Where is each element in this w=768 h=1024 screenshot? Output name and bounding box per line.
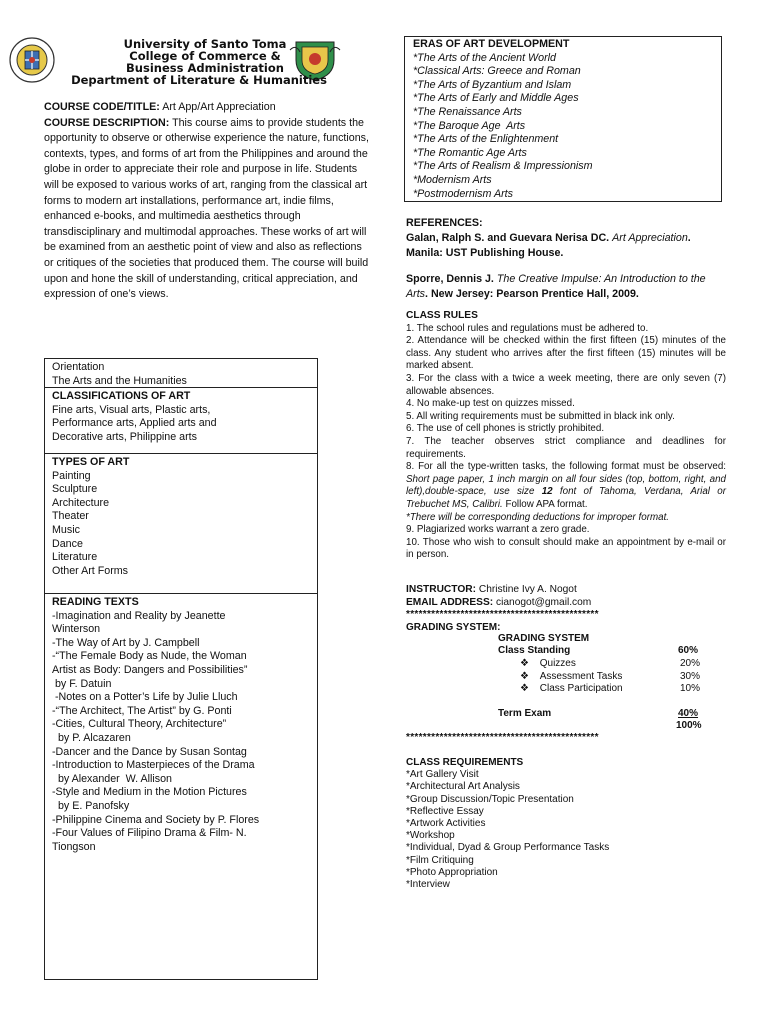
list-item: *Modernism Arts — [413, 173, 492, 186]
list-item: *The Arts of Byzantium and Islam — [413, 78, 572, 91]
grading-item: ❖ Quizzes — [520, 658, 576, 669]
grading-item: ❖ Class Participation — [520, 683, 623, 694]
list-item: Decorative arts, Philippine arts — [52, 430, 197, 443]
course-code-value: Art App/Art Appreciation — [162, 101, 276, 113]
list-item: *The Baroque Age Arts — [413, 119, 526, 132]
list-item: Painting — [52, 469, 91, 482]
diamond-bullet-icon: ❖ — [520, 658, 529, 669]
course-code-line — [44, 100, 370, 116]
list-item: *Postmodernism Arts — [413, 187, 513, 200]
list-item: *The Renaissance Arts — [413, 105, 522, 118]
class-rules-section — [406, 310, 726, 562]
list-item: -Dancer and the Dance by Susan Sontag — [52, 745, 247, 758]
section-title: TYPES OF ART — [52, 456, 130, 468]
class-rules-title: CLASS RULES — [406, 310, 478, 321]
class-requirements-section — [406, 757, 726, 891]
star-divider: ********************************************** — [406, 732, 599, 743]
section-title: Orientation — [52, 361, 105, 373]
instructor-line: INSTRUCTOR: Christine Ivy A. Nogot — [406, 584, 577, 595]
list-item: *Workshop — [406, 830, 455, 842]
section-title: READING TEXTS — [52, 596, 139, 608]
list-item: *Film Critiquing — [406, 854, 474, 866]
section-types — [45, 453, 317, 594]
rule-note: *There will be corresponding deductions for improper format. — [406, 511, 670, 523]
course-code-label: COURSE CODE/TITLE: — [44, 101, 160, 113]
section-readings — [45, 593, 317, 978]
eras-box — [404, 36, 722, 202]
list-item: by F. Datuin — [52, 677, 112, 690]
diamond-bullet-icon: ❖ — [520, 683, 529, 694]
list-item: Performance arts, Applied arts and — [52, 417, 217, 430]
list-item: Artist as Body: Dangers and Possibilities” — [52, 663, 248, 676]
instructor-section — [406, 584, 726, 621]
rule-item: 9. Plagiarized works warrant a zero grade. — [406, 524, 590, 536]
list-item: -Imagination and Reality by Jeanette — [52, 609, 226, 622]
reference-entry: Galan, Ralph S. and Guevara Nerisa DC. Art Appreciation. Manila: UST Publishing House. — [406, 232, 691, 259]
list-item: -Philippine Cinema and Society by P. Flores — [52, 813, 260, 826]
email-line: EMAIL ADDRESS: cianogot@gmail.com — [406, 596, 592, 608]
list-item: Sculpture — [52, 483, 98, 496]
term-exam-value: 40% — [678, 708, 699, 719]
course-desc-label: COURSE DESCRIPTION: — [44, 116, 170, 129]
university-name: University of Santo Toma — [123, 37, 287, 51]
list-item: Literature — [52, 551, 98, 564]
rule-item: 6. The use of cell phones is strictly prohibited. — [406, 423, 605, 435]
list-item: Fine arts, Visual arts, Plastic arts, — [52, 403, 211, 416]
list-item: Architecture — [52, 496, 110, 509]
list-item: *Reflective Essay — [406, 805, 484, 817]
grading-title: GRADING SYSTEM — [498, 633, 590, 644]
rule-item: 4. No make-up test on quizzes missed. — [406, 398, 575, 410]
list-item: *Interview — [406, 879, 450, 891]
list-item: *The Arts of Early and Middle Ages — [413, 92, 579, 105]
list-item: Winterson — [52, 623, 101, 636]
grading-item-value: 10% — [680, 683, 701, 694]
list-item: -The Way of Art by J. Campbell — [52, 636, 200, 649]
list-item: -Cities, Cultural Theory, Architecture” — [52, 718, 227, 731]
rule-item: 1. The school rules and regulations must be adhered to. — [406, 322, 649, 334]
eras-title: ERAS OF ART DEVELOPMENT — [413, 38, 570, 50]
list-item: by Alexander W. Allison — [52, 772, 172, 785]
references-title: REFERENCES: — [406, 217, 483, 229]
class-standing-label: Class Standing — [498, 645, 571, 656]
list-item: Music — [52, 523, 80, 536]
section-title: CLASSIFICATIONS OF ART — [52, 390, 191, 402]
list-item: *Architectural Art Analysis — [406, 781, 520, 793]
list-item: -“The Architect, The Artist” by G. Ponti — [52, 704, 232, 717]
department-name: Department of Literature & Humanities — [71, 73, 327, 87]
list-item: *Group Discussion/Topic Presentation — [406, 793, 574, 805]
rule-item: 8. For all the type-written tasks, the following format must be observed: Short page paper, 1 inch margin on all four sides (top, bottom, right, and left),double-space, use size 12 font of Tahoma, Verdana, Arial or Trebuchet MS, Calibri. Follow APA format. — [406, 461, 726, 510]
grading-total: 100% — [676, 720, 702, 731]
instructor-email[interactable]: cianogot@gmail.com — [496, 596, 592, 608]
list-item: by P. Alcazaren — [52, 731, 131, 744]
references-section — [406, 216, 726, 302]
reference-entry: Sporre, Dennis J. The Creative Impulse: An Introduction to the Arts. New Jersey: Pearson Prentice Hall, 2009. — [406, 273, 706, 300]
list-item: *The Arts of Realism & Impressionism — [413, 160, 593, 173]
list-item: -Introduction to Masterpieces of the Drama — [52, 759, 255, 772]
grading-item-value: 20% — [680, 658, 701, 669]
list-item: *Individual, Dyad & Group Performance Tasks — [406, 842, 610, 854]
grading-label: GRADING SYSTEM: — [406, 622, 501, 633]
college-name: College of Commerce & — [129, 49, 281, 63]
list-item: *The Romantic Age Arts — [413, 146, 527, 159]
list-item: *Photo Appropriation — [406, 866, 498, 878]
list-item: *The Arts of the Enlightenment — [413, 133, 559, 146]
list-item: -Four Values of Filipino Drama & Film- N. — [52, 827, 247, 840]
list-item: Tiongson — [52, 840, 96, 853]
requirements-title: CLASS REQUIREMENTS — [406, 757, 524, 768]
diamond-bullet-icon: ❖ — [520, 671, 529, 682]
list-item: Dance — [52, 537, 83, 550]
list-item: *Classical Arts: Greece and Roman — [413, 65, 581, 78]
rule-item: 3. For the class with a twice a week meeting, there are only seven (7) allowable absences. — [406, 372, 726, 397]
instructor-name: Christine Ivy A. Nogot — [478, 584, 577, 595]
rule-item: 2. Attendance will be checked within the first fifteen (15) minutes of the class. Any student who arrives after the first fifteen (15) minutes will be marked absent. — [406, 335, 726, 372]
section-classifications — [45, 387, 317, 456]
list-item: Theater — [52, 510, 89, 523]
term-exam-label: Term Exam — [498, 708, 552, 719]
rule-item: 5. All writing requirements must be submitted in black ink only. — [406, 410, 675, 422]
school-name: Business Administration — [126, 61, 284, 75]
rule-item: 10. Those who wish to consult should make an appointment by e-mail or in person. — [406, 536, 726, 561]
list-item: Other Art Forms — [52, 564, 129, 577]
list-item: *The Arts of the Ancient World — [413, 51, 556, 64]
course-desc-paragraph — [44, 116, 370, 303]
list-item: -Style and Medium in the Motion Pictures — [52, 786, 247, 799]
topics-table — [44, 358, 318, 980]
rule-item: 7. The teacher observes strict compliance and deadlines for requirements. — [406, 435, 726, 460]
star-divider: ********************************************** — [406, 609, 599, 621]
class-standing-value: 60% — [678, 645, 699, 656]
list-item: *Art Gallery Visit — [406, 769, 479, 781]
grading-item: ❖ Assessment Tasks — [520, 671, 623, 682]
list-item: -Notes on a Potter’s Life by Julie Lluch — [52, 691, 238, 704]
list-item: -“The Female Body as Nude, the Woman — [52, 650, 247, 663]
list-item: The Arts and the Humanities — [52, 374, 187, 387]
course-description — [44, 100, 370, 303]
grading-item-value: 30% — [680, 671, 701, 682]
course-desc-text: This course aims to provide students the opportunity to observe or otherwise experience the nature, functions, contexts, types, and forms of art from the Philippines and around the globe in order to appreciate their role and purpose in life. Students will be exposed to various works of art, ranging from the classical art forms to modern art installations, performance art, indie films, enhanced e-books, and multimedia aesthetics through transdisciplinary and multimodal approaches. These works of art will be examined from an aesthetic point of view and also as reflections or critiques of the societies that produced them. The course will build upon and hone the skill of understanding, critical appreciation, and expression of one’s views. — [44, 116, 369, 301]
list-item: by E. Panofsky — [52, 799, 130, 812]
list-item: *Artwork Activities — [406, 818, 486, 830]
